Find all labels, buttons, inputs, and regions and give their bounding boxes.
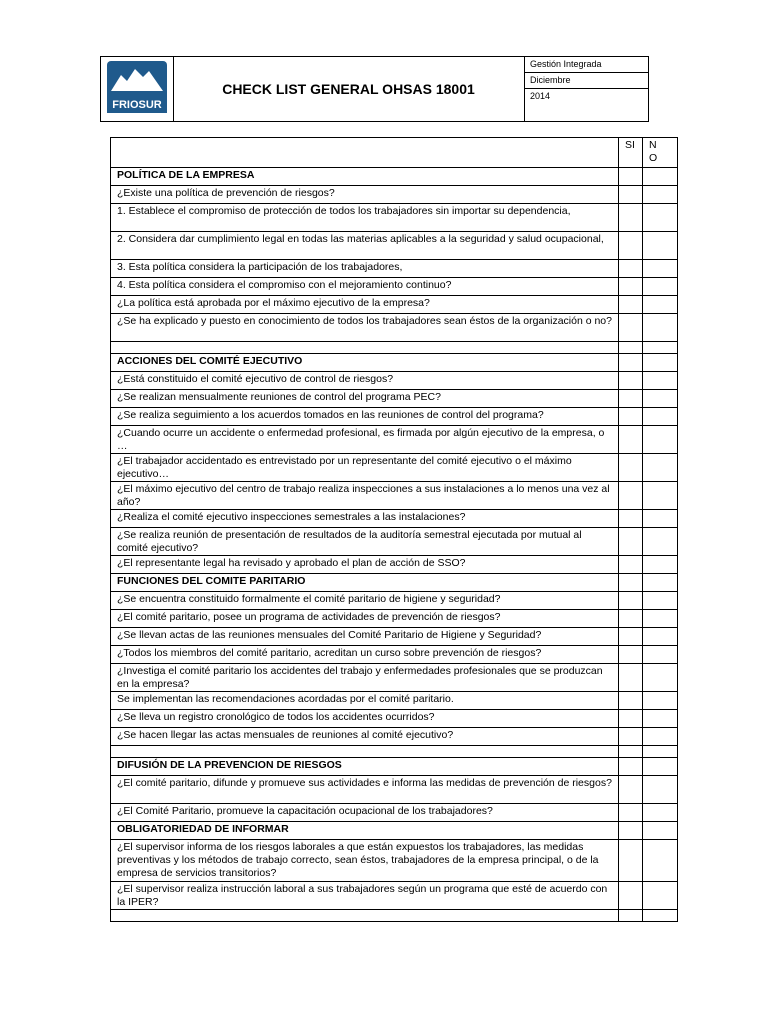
section-title: OBLIGATORIEDAD DE INFORMAR — [111, 822, 619, 840]
checklist-row — [111, 372, 678, 390]
friosur-logo — [107, 61, 167, 113]
section-title: FUNCIONES DEL COMITE PARITARIO — [111, 574, 619, 592]
checklist-row — [111, 610, 678, 628]
empty-cell — [643, 910, 678, 922]
checklist-row — [111, 314, 678, 342]
no-cell[interactable] — [643, 822, 678, 840]
checklist-question: Se implementan las recomendaciones acordadas por el comité paritario. — [111, 692, 619, 710]
si-cell[interactable] — [619, 840, 643, 882]
no-cell[interactable] — [643, 296, 678, 314]
checklist-row — [111, 776, 678, 804]
si-cell[interactable] — [619, 186, 643, 204]
logo-text: FRIOSUR — [112, 99, 162, 111]
si-cell[interactable] — [619, 610, 643, 628]
meta-year: 2014 — [530, 91, 551, 101]
checklist-question: ¿El comité paritario, difunde y promueve sus actividades e informa las medidas de prevención de riesgos? — [111, 776, 619, 804]
meta-month: Diciembre — [525, 73, 649, 89]
no-cell[interactable] — [643, 372, 678, 390]
si-column-header: SI — [619, 138, 643, 168]
no-cell[interactable] — [643, 314, 678, 342]
si-cell[interactable] — [619, 454, 643, 482]
section-header-row — [111, 354, 678, 372]
section-title: POLÍTICA DE LA EMPRESA — [111, 168, 619, 186]
checklist-row — [111, 454, 678, 482]
no-cell[interactable] — [643, 646, 678, 664]
si-cell[interactable] — [619, 692, 643, 710]
si-cell[interactable] — [619, 556, 643, 574]
checklist-row — [111, 840, 678, 882]
no-cell[interactable] — [643, 260, 678, 278]
checklist-question: ¿Se llevan actas de las reuniones mensuales del Comité Paritario de Higiene y Seguridad? — [111, 628, 619, 646]
checklist-question: ¿Se lleva un registro cronológico de todos los accidentes ocurridos? — [111, 710, 619, 728]
checklist-row — [111, 804, 678, 822]
no-cell[interactable] — [643, 710, 678, 728]
checklist-row — [111, 390, 678, 408]
checklist-question: ¿El Comité Paritario, promueve la capacitación ocupacional de los trabajadores? — [111, 804, 619, 822]
checklist-row — [111, 232, 678, 260]
empty-cell — [619, 746, 643, 758]
no-cell[interactable] — [643, 776, 678, 804]
checklist-question: ¿Existe una política de prevención de riesgos? — [111, 186, 619, 204]
checklist-row — [111, 260, 678, 278]
checklist-question: 2. Considera dar cumplimiento legal en todas las materias aplicables a la seguridad y salud ocupacional, — [111, 232, 619, 260]
checklist-row — [111, 426, 678, 454]
empty-cell — [619, 342, 643, 354]
si-cell[interactable] — [619, 822, 643, 840]
checklist-row — [111, 408, 678, 426]
no-cell[interactable] — [643, 408, 678, 426]
si-cell[interactable] — [619, 776, 643, 804]
empty-cell — [643, 746, 678, 758]
checklist-row — [111, 278, 678, 296]
no-cell[interactable] — [643, 528, 678, 556]
no-cell[interactable] — [643, 232, 678, 260]
checklist-row — [111, 556, 678, 574]
si-cell[interactable] — [619, 278, 643, 296]
no-cell[interactable] — [643, 610, 678, 628]
checklist-question: ¿Se hacen llegar las actas mensuales de reuniones al comité ejecutivo? — [111, 728, 619, 746]
si-cell[interactable] — [619, 314, 643, 342]
no-cell[interactable] — [643, 482, 678, 510]
no-cell[interactable] — [643, 628, 678, 646]
checklist-question: 4. Esta política considera el compromiso con el mejoramiento continuo? — [111, 278, 619, 296]
no-cell[interactable] — [643, 556, 678, 574]
no-cell[interactable] — [643, 728, 678, 746]
si-cell[interactable] — [619, 260, 643, 278]
si-cell[interactable] — [619, 232, 643, 260]
empty-cell — [111, 910, 619, 922]
si-cell[interactable] — [619, 728, 643, 746]
no-cell[interactable] — [643, 692, 678, 710]
empty-cell — [643, 342, 678, 354]
meta-system: Gestión Integrada — [525, 57, 649, 73]
checklist-question: ¿El trabajador accidentado es entrevistado por un representante del comité ejecutivo o el máximo ejecutivo… — [111, 454, 619, 482]
empty-cell — [111, 342, 619, 354]
checklist-row — [111, 628, 678, 646]
si-cell[interactable] — [619, 408, 643, 426]
table-header-row — [111, 138, 678, 168]
si-cell[interactable] — [619, 664, 643, 692]
si-cell[interactable] — [619, 628, 643, 646]
no-cell[interactable] — [643, 204, 678, 232]
checklist-row — [111, 592, 678, 610]
si-cell[interactable] — [619, 646, 643, 664]
no-cell[interactable] — [643, 804, 678, 822]
checklist-row — [111, 664, 678, 692]
checklist-row — [111, 710, 678, 728]
no-cell[interactable] — [643, 664, 678, 692]
no-cell[interactable] — [643, 354, 678, 372]
empty-cell — [619, 910, 643, 922]
si-cell[interactable] — [619, 168, 643, 186]
checklist-row — [111, 296, 678, 314]
si-cell[interactable] — [619, 204, 643, 232]
checklist-question: ¿Realiza el comité ejecutivo inspecciones semestrales a las instalaciones? — [111, 510, 619, 528]
document-header — [100, 56, 649, 122]
question-column-header — [111, 138, 619, 168]
header-meta — [525, 57, 649, 121]
section-header-row — [111, 574, 678, 592]
no-cell[interactable] — [643, 882, 678, 910]
checklist-question: ¿Se realiza seguimiento a los acuerdos tomados en las reuniones de control del programa? — [111, 408, 619, 426]
checklist-row — [111, 204, 678, 232]
checklist-question: ¿Se encuentra constituido formalmente el comité paritario de higiene y seguridad? — [111, 592, 619, 610]
section-title: DIFUSIÓN DE LA PREVENCION DE RIESGOS — [111, 758, 619, 776]
no-cell[interactable] — [643, 758, 678, 776]
no-cell[interactable] — [643, 278, 678, 296]
checklist-row — [111, 482, 678, 510]
checklist-question: ¿El máximo ejecutivo del centro de trabajo realiza inspecciones a sus instalaciones a lo menos una vez al año? — [111, 482, 619, 510]
checklist-row — [111, 528, 678, 556]
checklist-row — [111, 728, 678, 746]
no-cell[interactable] — [643, 390, 678, 408]
checklist-question: 1. Establece el compromiso de protección de todos los trabajadores sin importar su dependencia, — [111, 204, 619, 232]
no-cell[interactable] — [643, 454, 678, 482]
si-cell[interactable] — [619, 528, 643, 556]
si-cell[interactable] — [619, 372, 643, 390]
checklist-question: ¿Investiga el comité paritario los accidentes del trabajo y enfermedades profesionales que se produzcan en la empresa? — [111, 664, 619, 692]
checklist-question: ¿Se realiza reunión de presentación de resultados de la auditoría semestral ejecutada por mutual al comité ejecutivo? — [111, 528, 619, 556]
checklist-row — [111, 646, 678, 664]
si-cell[interactable] — [619, 390, 643, 408]
checklist-row — [111, 510, 678, 528]
checklist-question: ¿La política está aprobada por el máximo ejecutivo de la empresa? — [111, 296, 619, 314]
no-cell[interactable] — [643, 168, 678, 186]
no-cell[interactable] — [643, 592, 678, 610]
checklist-question: ¿Se realizan mensualmente reuniones de control del programa PEC? — [111, 390, 619, 408]
si-cell[interactable] — [619, 482, 643, 510]
si-cell[interactable] — [619, 882, 643, 910]
si-cell[interactable] — [619, 592, 643, 610]
no-cell[interactable] — [643, 426, 678, 454]
checklist-row — [111, 882, 678, 910]
section-header-row — [111, 758, 678, 776]
checklist-question: ¿Está constituido el comité ejecutivo de control de riesgos? — [111, 372, 619, 390]
si-cell[interactable] — [619, 758, 643, 776]
si-cell[interactable] — [619, 710, 643, 728]
section-header-row — [111, 822, 678, 840]
si-cell[interactable] — [619, 354, 643, 372]
no-cell[interactable] — [643, 186, 678, 204]
si-cell[interactable] — [619, 804, 643, 822]
checklist-question: 3. Esta política considera la participación de los trabajadores, — [111, 260, 619, 278]
checklist-question: ¿Cuando ocurre un accidente o enfermedad profesional, es firmada por algún ejecutivo de la empresa, o … — [111, 426, 619, 454]
spacer-row — [111, 746, 678, 758]
no-cell[interactable] — [643, 840, 678, 882]
no-cell[interactable] — [643, 510, 678, 528]
spacer-row — [111, 910, 678, 922]
checklist-row — [111, 186, 678, 204]
si-cell[interactable] — [619, 510, 643, 528]
checklist-question: ¿Todos los miembros del comité paritario, acreditan un curso sobre prevención de riesgos? — [111, 646, 619, 664]
section-title: ACCIONES DEL COMITÉ EJECUTIVO — [111, 354, 619, 372]
checklist-question: ¿El supervisor informa de los riesgos laborales a que están expuestos los trabajadores, las medidas preventivas y los métodos de trabajo correcto, sean éstos, trabajadores de la empresa principal, o de la empresa de servicios transitorios? — [111, 840, 619, 882]
no-column-header: N O — [643, 138, 678, 168]
si-cell[interactable] — [619, 426, 643, 454]
no-cell[interactable] — [643, 574, 678, 592]
checklist-row — [111, 692, 678, 710]
section-header-row — [111, 168, 678, 186]
page-title: CHECK LIST GENERAL OHSAS 18001 — [173, 57, 525, 121]
spacer-row — [111, 342, 678, 354]
si-cell[interactable] — [619, 574, 643, 592]
logo-cell — [101, 57, 174, 121]
si-cell[interactable] — [619, 296, 643, 314]
empty-cell — [111, 746, 619, 758]
checklist-question: ¿El supervisor realiza instrucción laboral a sus trabajadores según un programa que esté de acuerdo con la IPER? — [111, 882, 619, 910]
checklist-table — [110, 137, 678, 922]
checklist-question: ¿El comité paritario, posee un programa de actividades de prevención de riesgos? — [111, 610, 619, 628]
checklist-question: ¿Se ha explicado y puesto en conocimiento de todos los trabajadores sean éstos de la organización o no? — [111, 314, 619, 342]
checklist-question: ¿El representante legal ha revisado y aprobado el plan de acción de SSO? — [111, 556, 619, 574]
